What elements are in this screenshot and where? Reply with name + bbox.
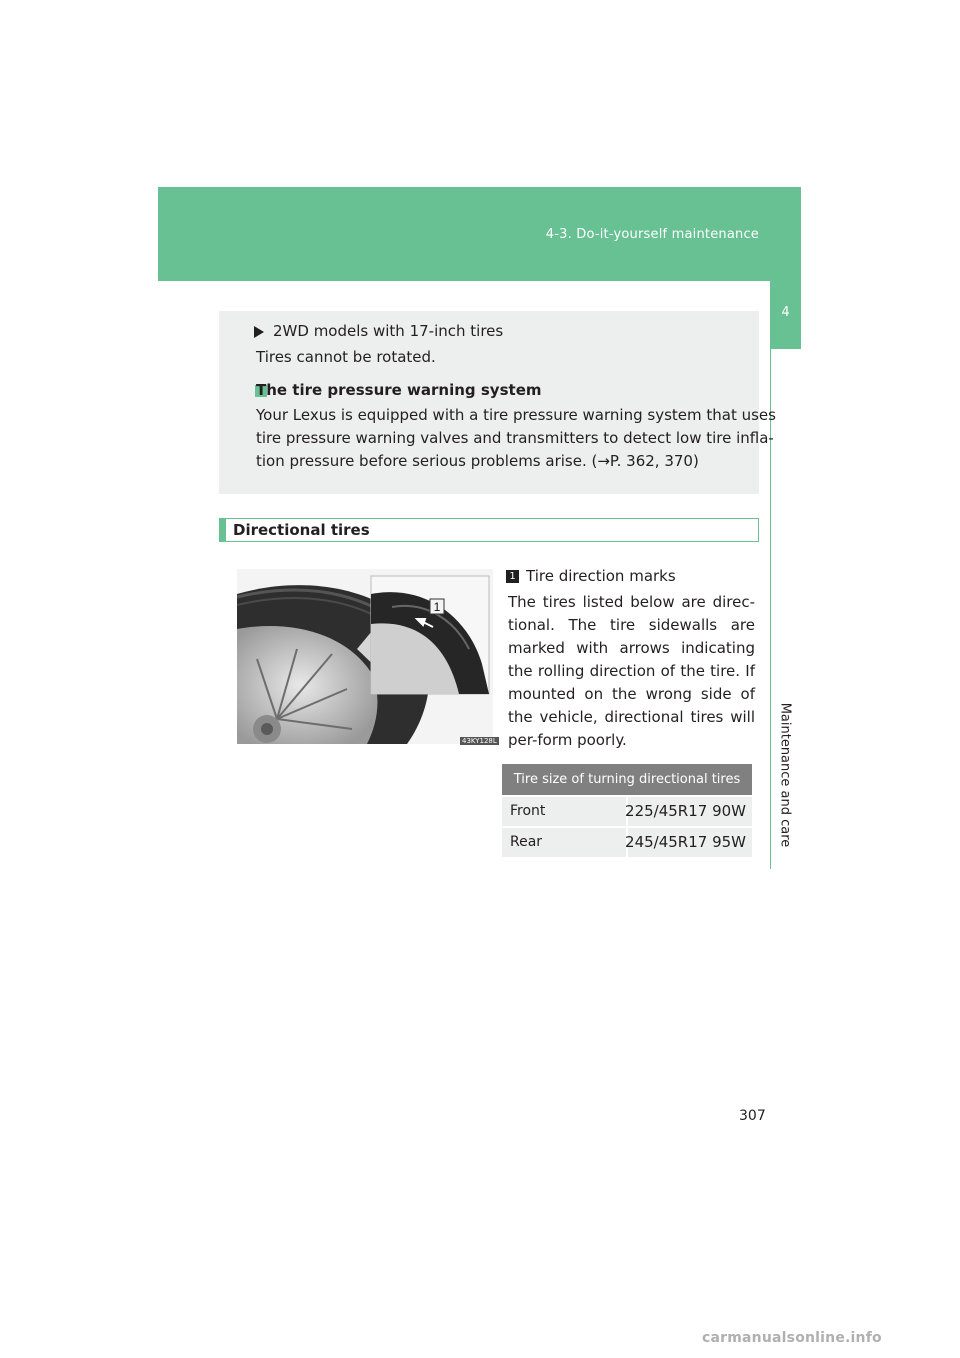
bullet-text: Tires cannot be rotated.	[256, 348, 436, 366]
row-value: 245/45R17 95W	[625, 833, 746, 851]
tire-illustration	[237, 569, 493, 744]
marker-icon: 1	[506, 570, 519, 583]
section-title-bar	[219, 518, 226, 542]
bullet-heading: 2WD models with 17-inch tires	[273, 322, 504, 340]
table-row	[502, 828, 752, 857]
row-label: Rear	[510, 834, 543, 850]
body-paragraph: The tires listed below are direc-tional. The tire sidewalls are marked with arrows indicating the rolling direction of the tire. If mounted on the wrong side of the vehicle, directional tires will per-form poorly.	[508, 593, 755, 749]
chapter-label: Maintenance and care	[777, 702, 793, 848]
section-title	[219, 518, 759, 542]
tire-photo	[237, 569, 493, 744]
figure-code: 43KY128L	[462, 737, 497, 745]
info-box	[219, 311, 776, 494]
watermark-link[interactable]: carmanualsonline.info	[702, 1330, 882, 1346]
row-label: Front	[510, 803, 546, 819]
section-title-text: Directional tires	[233, 521, 370, 539]
photo-callout: 1	[433, 600, 441, 614]
table-header: Tire size of turning directional tires	[502, 764, 752, 795]
info-line: tire pressure warning valves and transmitters to detect low tire infla-	[256, 429, 774, 447]
header-band	[158, 187, 801, 281]
info-line: tion pressure before serious problems arise. (→P. 362, 370)	[256, 452, 699, 470]
marker-caption: Tire direction marks	[526, 567, 676, 585]
page-number: 307	[739, 1108, 766, 1124]
row-value: 225/45R17 90W	[625, 802, 746, 820]
chapter-number: 4	[781, 305, 790, 320]
triangle-bullet-icon	[254, 326, 264, 338]
info-line: Your Lexus is equipped with a tire pressure warning system that uses	[256, 406, 776, 424]
section-label: 4-3. Do-it-yourself maintenance	[545, 227, 759, 242]
tire-size-table	[502, 764, 752, 857]
chapter-tab[interactable]	[770, 281, 801, 349]
table-row	[502, 797, 752, 826]
side-divider	[770, 349, 771, 869]
info-subheading: The tire pressure warning system	[256, 381, 542, 399]
